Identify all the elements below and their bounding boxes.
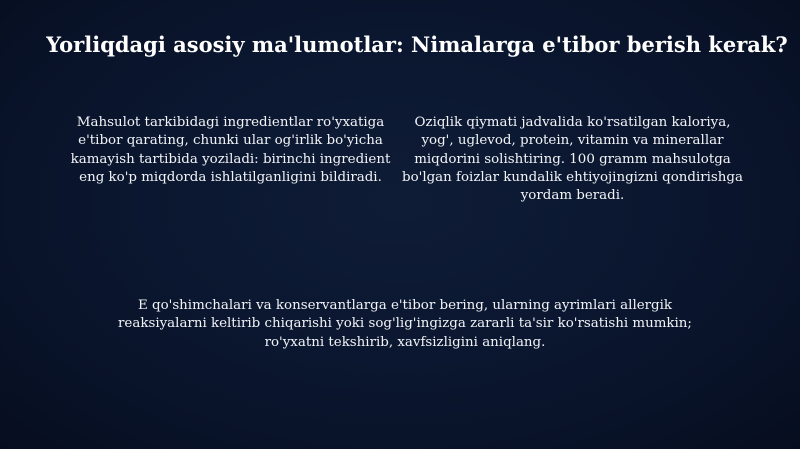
slide-title: Yorliqdagi asosiy ma'lumotlar: Nimalarga e'tibor berish kerak? [46,32,788,57]
additives-paragraph: E qo'shimchalari va konservantlarga e'tibor bering, ularning ayrimlari allergik reaksiyalarni keltirib chiqarishi yoki sog'lig'ingizga zararli ta'sir ko'rsatishi mumkin; ro'yxatni tekshirib, xavfsizligini aniqlang. [118,298,692,350]
ingredients-paragraph: Mahsulot tarkibidagi ingredientlar ro'yxatiga e'tibor qarating, chunki ular og'irlik bo'yicha kamayish tartibida yoziladi: birinchi ingredient eng ko'p miqdorda ishlatilganligini bildiradi. [70,115,391,185]
nutrition-paragraph: Oziqlik qiymati jadvalida ko'rsatilgan kaloriya, yog', uglevod, protein, vitamin va minerallar miqdorini solishtiring. 100 gramm mahsulotga bo'lgan foizlar kundalik ehtiyojingizni qondirishga yordam beradi. [402,115,743,204]
